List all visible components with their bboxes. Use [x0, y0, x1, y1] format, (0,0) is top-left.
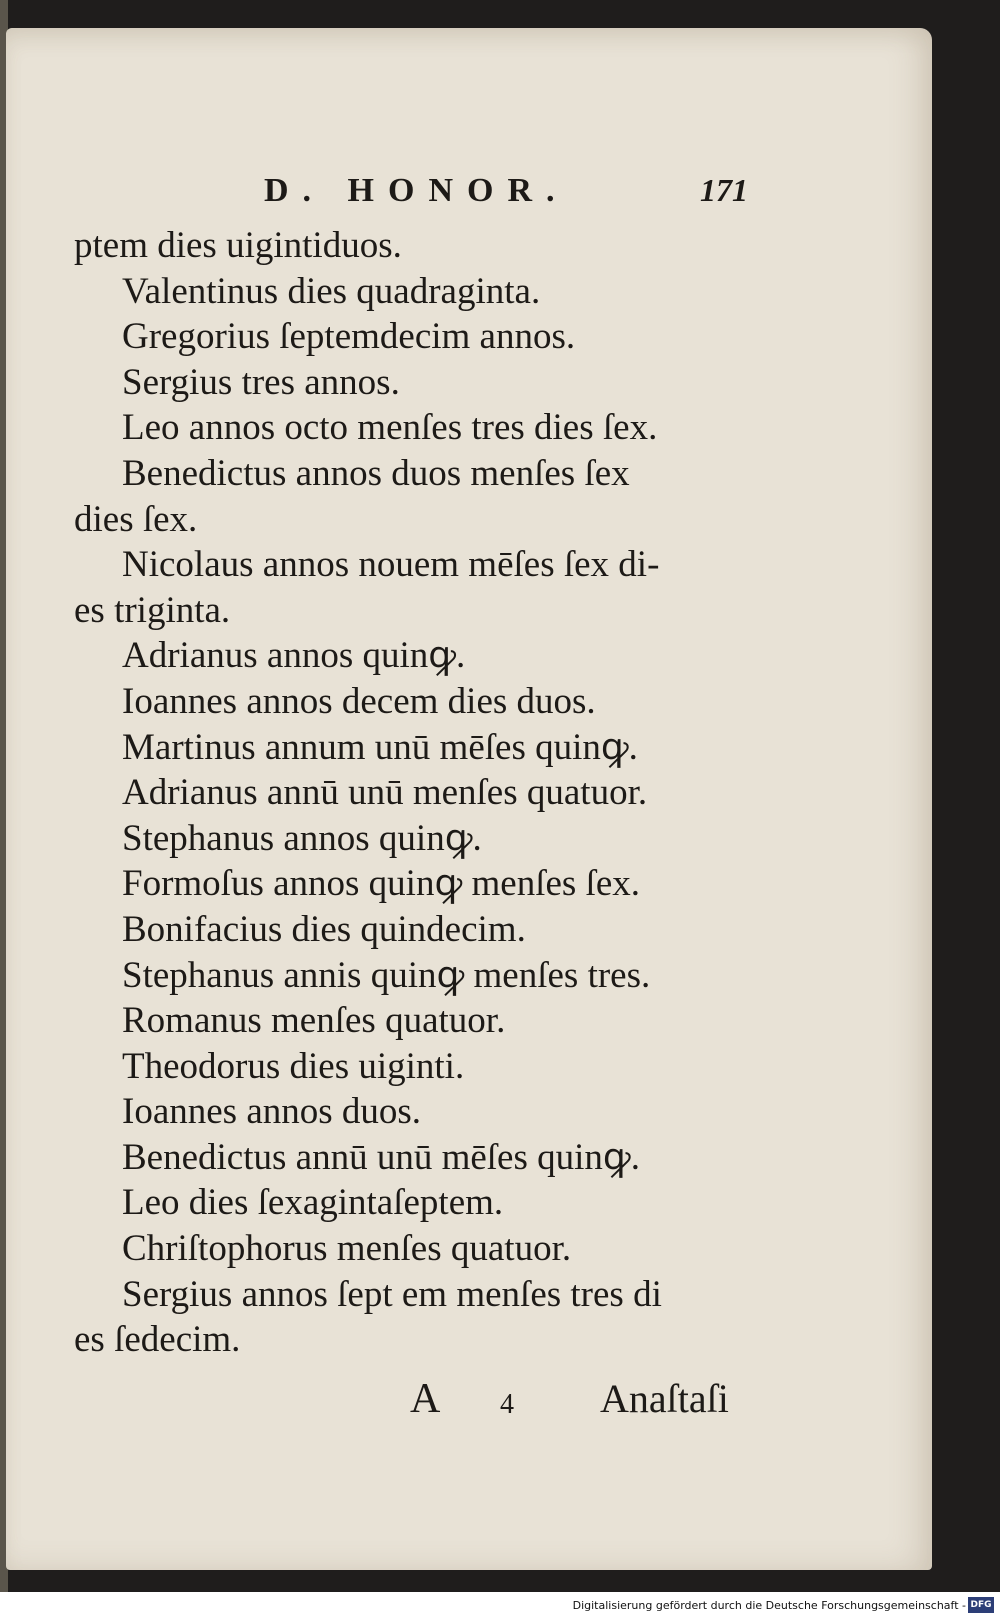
text-line: Formoſus annos quinꝙ menſes ſex. [122, 863, 641, 905]
body-text [66, 223, 766, 1363]
text-line: es triginta. [74, 589, 231, 631]
text-line: ptem dies uigintiduos. [74, 225, 402, 266]
text-line: Sergius tres annos. [122, 361, 400, 403]
text-line: Stephanus annos quinꝙ. [122, 817, 482, 859]
text-line: Sergius annos ſept em menſes tres di [122, 1273, 662, 1315]
text-line: dies ſex. [74, 498, 198, 540]
signature-mark: A [410, 1376, 441, 1422]
text-line: Leo annos octo menſes tres dies ſex. [122, 407, 658, 449]
text-line: Ioannes annos decem dies duos. [122, 680, 596, 722]
text-line: Stephanus annis quinꝙ menſes tres. [122, 954, 651, 996]
signature-number: 4 [500, 1389, 514, 1420]
text-line: es ſedecim. [74, 1319, 241, 1361]
text-line: Adrianus annū unū menſes quatuor. [122, 772, 648, 814]
catchword: Anaſtaſi [600, 1376, 729, 1421]
text-line: Chriſtophorus menſes quatuor. [122, 1228, 572, 1270]
text-line: Romanus menſes quatuor. [122, 1000, 506, 1042]
text-line: Adrianus annos quinꝙ. [122, 635, 466, 677]
text-line: Martinus annum unū mēſes quinꝙ. [122, 726, 638, 768]
text-line: Benedictus annū unū mēſes quinꝙ. [122, 1136, 640, 1178]
page-header [6, 172, 932, 216]
text-line: Theodorus dies uiginti. [122, 1045, 465, 1087]
credit-text: Digitalisierung gefördert durch die Deutsche Forschungsgemeinschaft - [572, 1599, 966, 1612]
text-line: Leo dies ſexagintaſeptem. [122, 1182, 504, 1224]
dfg-logo-icon: DFG [968, 1597, 994, 1613]
running-head: D. HONOR. [264, 172, 569, 209]
credit-bar [0, 1592, 1000, 1620]
page-number: 171 [700, 172, 748, 208]
text-line: Ioannes annos duos. [122, 1091, 422, 1133]
text-line: Bonifacius dies quindecim. [122, 908, 526, 950]
text-line: Gregorius ſeptemdecim annos. [122, 316, 576, 358]
text-line: Valentinus dies quadraginta. [122, 270, 541, 312]
text-line: Benedictus annos duos menſes ſex [122, 452, 630, 494]
page-footer [6, 1375, 932, 1435]
book-page [6, 28, 932, 1570]
text-line: Nicolaus annos nouem mēſes ſex di- [122, 544, 660, 586]
